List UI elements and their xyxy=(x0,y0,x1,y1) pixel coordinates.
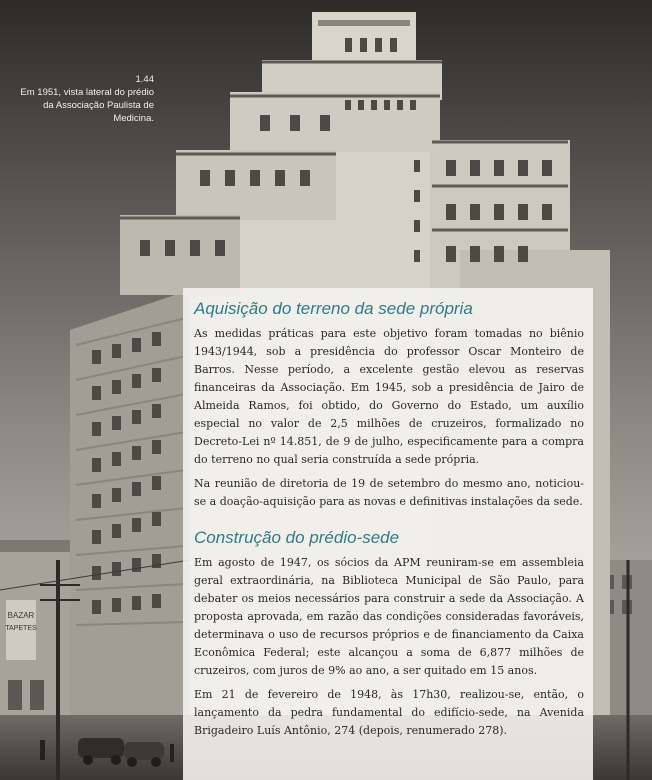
shop-sign-line2: TAPETES xyxy=(5,625,37,632)
caption-number: 1.44 xyxy=(135,74,154,85)
section-heading: Aquisição do terreno da sede própria xyxy=(194,299,473,318)
article-body xyxy=(194,296,584,746)
paragraph: As medidas práticas para este objetivo foram tomadas no biênio 1943/1944, sob a presidência do professor Oscar Monteiro de Barros. Nesse período, a excelente gestão elevou as reservas financeiras da Associação. Em 1945, sob a presidência de Jairo de Almeida Ramos, foi obtido, do Governo do Estado, um auxílio especial no valor de 2,5 milhões de cruzeiros, formalizado no Decreto-Lei nº 14.851, de 9 de julho, especificamente para a compra do terreno no qual seria construída a sede própria. xyxy=(194,327,584,466)
section-building-construction xyxy=(194,525,584,740)
section-heading: Construção do prédio-sede xyxy=(194,528,400,547)
paragraph: Em agosto de 1947, os sócios da APM reuniram-se em assembleia geral extraordinária, na Biblioteca Municipal de São Paulo, para debater os meios necessários para construir a sede da Associação. A proposta aprovada, em razão das condições consideradas favoráveis, determinava o uso de recursos próprios e de financiamento da Caixa Econômica Federal; este alcançou a soma de 6,877 milhões de cruzeiros, com juros de 9% ao ano, a ser quitado em 15 anos. xyxy=(194,556,584,677)
shop-sign-line1: BAZAR xyxy=(7,611,35,620)
photo-caption xyxy=(20,73,154,125)
paragraph: Na reunião de diretoria de 19 de setembro do mesmo ano, noticiou-se a doação-aquisição para as novas e definitivas instalações da sede. xyxy=(194,477,584,508)
paragraph: Em 21 de fevereiro de 1948, às 17h30, realizou-se, então, o lançamento da pedra fundamental do edifício-sede, na Avenida Brigadeiro Luís Antônio, 274 (depois, renumerado 278). xyxy=(194,688,584,737)
caption-text: Em 1951, vista lateral do prédio da Associação Paulista de Medicina. xyxy=(20,87,154,124)
section-land-acquisition xyxy=(194,296,584,511)
